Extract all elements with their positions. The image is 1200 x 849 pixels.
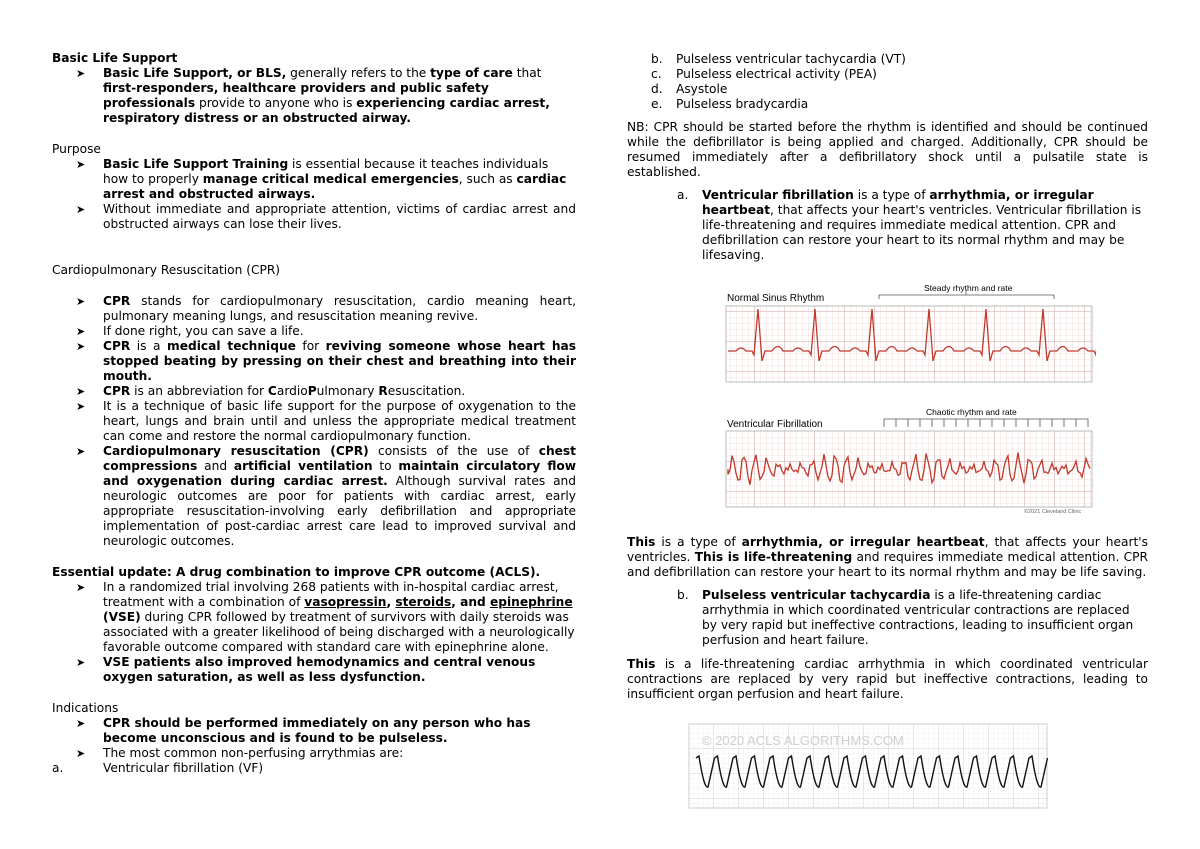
vt-paragraph: This is a life-threatening cardiac arrhythmia in which coordinated ventricular contractions are replaced by very rapid but ineffective contractions, leading to insufficient organ perfusion and heart failure.: [627, 657, 1148, 701]
list-text: Pulseless bradycardia: [676, 97, 809, 111]
list-letter: d.: [651, 82, 663, 96]
list-letter: c.: [651, 67, 662, 81]
vt-watermark: © 2020 ACLS ALGORITHMS.COM: [702, 733, 904, 748]
arrhythmia-list-item: [627, 52, 1148, 67]
purpose-bullet-1: ➤ Basic Life Support Training is essential because it teaches individuals how to properly manage critical medical emergencies, such as cardiac arrest and obstructed airways.: [52, 157, 576, 202]
cpr-bullet-1: ➤ CPR stands for cardiopulmonary resuscitation, cardio meaning heart, pulmonary meaning lungs, and resuscitation meaning revive.: [52, 294, 576, 324]
vf-bracket: [884, 419, 1088, 427]
list-letter: b.: [651, 52, 663, 66]
indications-heading: Indications: [52, 701, 119, 715]
indications-item-a: a. Ventricular fibrillation (VF): [52, 761, 264, 775]
vt-item: b. Pulseless ventricular tachycardia is a life-threatening cardiac arrhythmia in which coordinated ventricular contractions are replaced by very rapid but ineffective contractions, leading to insufficient organ perfusion and heart failure.: [677, 588, 1134, 647]
nsr-grid: [726, 306, 1092, 382]
bls-bullet-1: ➤ Basic Life Support, or BLS, generally refers to the type of care that first-responders, healthcare providers and public safety professionals provide to anyone who is experiencing cardiac arrest, respiratory distress or an obstructed airway.: [52, 66, 576, 126]
update-bullet-2: ➤ VSE patients also improved hemodynamics and central venous oxygen saturation, as well as less dysfunction.: [52, 655, 576, 685]
figure-credit: ©2021 Cleveland Clinic: [1024, 509, 1082, 515]
ecg-figure-svg: [724, 281, 1096, 517]
cpr-bullet-5: ➤ It is a technique of basic life support for the purpose of oxygenation to the heart, lungs and brain until and unless the appropriate medical treatment can come and restore the normal cardiopulmonary function.: [52, 399, 576, 444]
nb-paragraph: NB: CPR should be started before the rhythm is identified and should be continued while the defibrillator is being applied and charged. Additionally, CPR should be resumed immediately after a defibrillatory shock until a pulsatile state is established.: [627, 120, 1148, 179]
purpose-heading: Purpose: [52, 142, 101, 156]
cpr-bullet-2: ➤ If done right, you can save a life.: [52, 324, 576, 339]
cpr-bullet-6: ➤ Cardiopulmonary resuscitation (CPR) consists of the use of chest compressions and artificial ventilation to maintain circulatory flow and oxygenation during cardiac arrest. Although survival rates and neurologic outcomes are poor for patients with cardiac arrest, early appropriate resuscitation-involving early defibrillation and appropriate implementation of post-cardiac arrest care lead to improved survival and neurologic outcomes.: [52, 444, 576, 549]
cpr-heading: Cardiopulmonary Resuscitation (CPR): [52, 263, 281, 277]
update-bullet-1: ➤ In a randomized trial involving 268 patients with in-hospital cardiac arrest, treatment with a combination of vasopressin, steroids, and epinephrine (VSE) during CPR followed by treatment of survivors with daily steroids was associated with a greater likelihood of being discharged with a neurologically favorable outcome compared with standard care with epinephrine alone.: [52, 580, 576, 655]
list-text: Pulseless electrical activity (PEA): [676, 67, 877, 81]
list-text: Asystole: [676, 82, 728, 96]
arrhythmia-list-item: [627, 82, 1148, 97]
vt-figure-svg: [688, 723, 1048, 809]
vf-item: a. Ventricular fibrillation is a type of arrhythmia, or irregular heartbeat, that affects your heart's ventricles. Ventricular fibrillation is life-threatening and requires immediate medical attention. CPR and defibrillation can restore your heart to its normal rhythm and may be lifesaving.: [677, 188, 1142, 262]
arrhythmia-list-item: [627, 97, 1148, 112]
indications-bullet-2: ➤ The most common non-perfusing arrythmias are:: [52, 746, 576, 761]
cpr-bullet-4: ➤ CPR is an abbreviation for CardioPulmonary Resuscitation.: [52, 384, 576, 399]
list-text: Pulseless ventricular tachycardia (VT): [676, 52, 906, 66]
ecg-figure-vt: [688, 723, 1048, 809]
purpose-bullet-2: ➤ Without immediate and appropriate attention, victims of cardiac arrest and obstructed airways can lose their lives.: [52, 202, 576, 232]
arrhythmia-list: [627, 52, 1148, 112]
nsr-label: Normal Sinus Rhythm: [727, 293, 825, 304]
nsr-caption: Steady rhythm and rate: [924, 283, 1013, 293]
update-heading: Essential update: A drug combination to improve CPR outcome (ACLS).: [52, 565, 541, 579]
arrhythmia-list-item: [627, 67, 1148, 82]
vf-caption: Chaotic rhythm and rate: [926, 407, 1017, 417]
bls-heading: Basic Life Support: [52, 51, 178, 65]
list-letter: e.: [651, 97, 663, 111]
indications-bullet-1: ➤ CPR should be performed immediately on any person who has become unconscious and is found to be pulseless.: [52, 716, 576, 746]
cpr-bullet-3: ➤ CPR is a medical technique for reviving someone whose heart has stopped beating by pressing on their chest and breathing into their mouth.: [52, 339, 576, 384]
ecg-figure-vf: [724, 281, 1096, 517]
vf-paragraph: This is a type of arrhythmia, or irregular heartbeat, that affects your heart's ventricles. This is life-threatening and requires immediate medical attention. CPR and defibrillation can restore your heart to its normal rhythm and may be life saving.: [627, 535, 1148, 579]
left-column: [52, 51, 576, 776]
vf-strip-label: Ventricular Fibrillation: [727, 419, 823, 430]
